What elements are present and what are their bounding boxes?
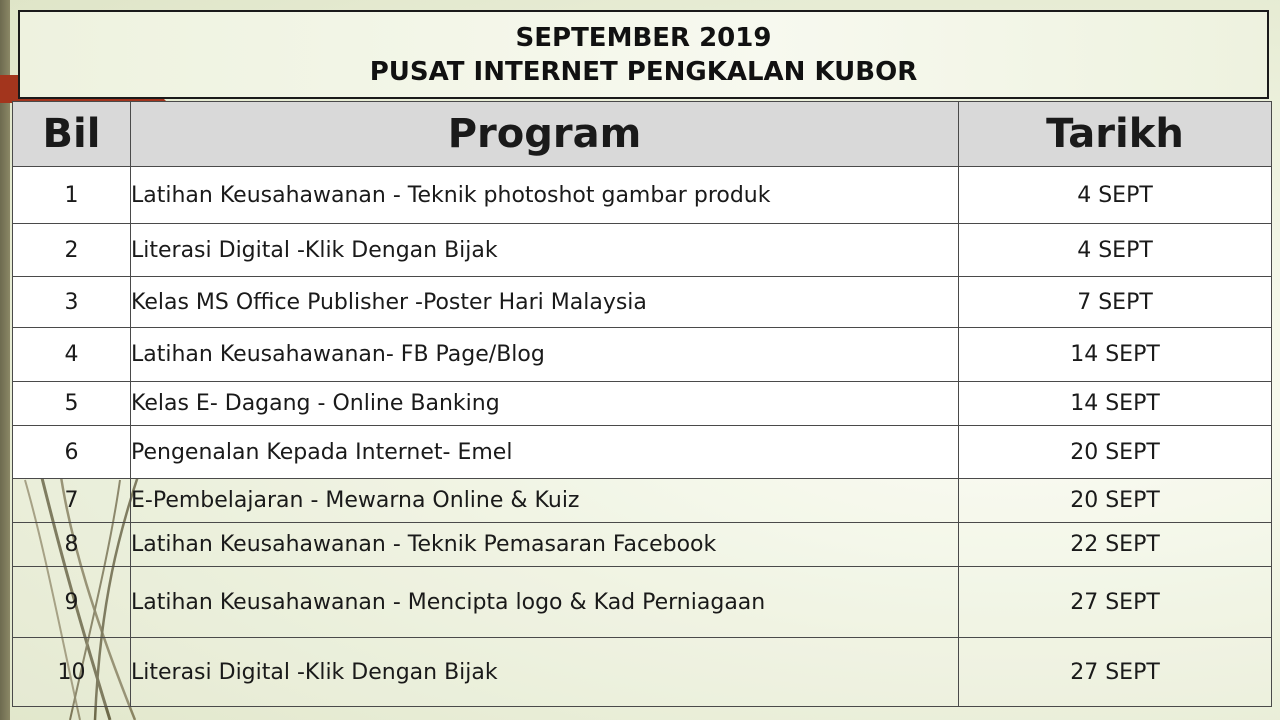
slide-title: [18, 10, 1269, 99]
cell-bil: 5: [13, 382, 131, 426]
cell-tarikh: 4 SEPT: [959, 224, 1272, 277]
cell-program: Literasi Digital -Klik Dengan Bijak: [131, 224, 959, 277]
table-row: [13, 277, 1272, 328]
header-bil: Bil: [13, 102, 131, 167]
cell-program: Kelas MS Office Publisher -Poster Hari Malaysia: [131, 277, 959, 328]
cell-bil: 4: [13, 328, 131, 382]
table-row: [13, 479, 1272, 523]
table-row: [13, 523, 1272, 567]
cell-program: Latihan Keusahawanan- FB Page/Blog: [131, 328, 959, 382]
cell-program: Literasi Digital -Klik Dengan Bijak: [131, 638, 959, 707]
cell-program: Latihan Keusahawanan - Teknik photoshot gambar produk: [131, 167, 959, 224]
cell-program: Kelas E- Dagang - Online Banking: [131, 382, 959, 426]
cell-bil: 2: [13, 224, 131, 277]
cell-tarikh: 7 SEPT: [959, 277, 1272, 328]
header-tarikh: Tarikh: [959, 102, 1272, 167]
table-row: [13, 224, 1272, 277]
header-program: Program: [131, 102, 959, 167]
cell-tarikh: 14 SEPT: [959, 328, 1272, 382]
cell-bil: 6: [13, 426, 131, 479]
table-row: [13, 638, 1272, 707]
title-month: SEPTEMBER 2019: [515, 22, 772, 53]
table-row: [13, 382, 1272, 426]
cell-bil: 10: [13, 638, 131, 707]
title-center-name: PUSAT INTERNET PENGKALAN KUBOR: [369, 56, 918, 87]
cell-tarikh: 27 SEPT: [959, 567, 1272, 638]
table-row: [13, 328, 1272, 382]
cell-bil: 1: [13, 167, 131, 224]
cell-tarikh: 20 SEPT: [959, 479, 1272, 523]
table-row: [13, 426, 1272, 479]
cell-tarikh: 27 SEPT: [959, 638, 1272, 707]
cell-bil: 3: [13, 277, 131, 328]
cell-bil: 8: [13, 523, 131, 567]
cell-program: Latihan Keusahawanan - Teknik Pemasaran Facebook: [131, 523, 959, 567]
cell-tarikh: 14 SEPT: [959, 382, 1272, 426]
schedule-table: [12, 101, 1272, 707]
cell-tarikh: 4 SEPT: [959, 167, 1272, 224]
cell-tarikh: 22 SEPT: [959, 523, 1272, 567]
cell-tarikh: 20 SEPT: [959, 426, 1272, 479]
cell-program: Latihan Keusahawanan - Mencipta logo & Kad Perniagaan: [131, 567, 959, 638]
table-header-row: [13, 102, 1272, 167]
cell-bil: 7: [13, 479, 131, 523]
table-row: [13, 567, 1272, 638]
cell-program: E-Pembelajaran - Mewarna Online & Kuiz: [131, 479, 959, 523]
table-row: [13, 167, 1272, 224]
cell-program: Pengenalan Kepada Internet- Emel: [131, 426, 959, 479]
cell-bil: 9: [13, 567, 131, 638]
